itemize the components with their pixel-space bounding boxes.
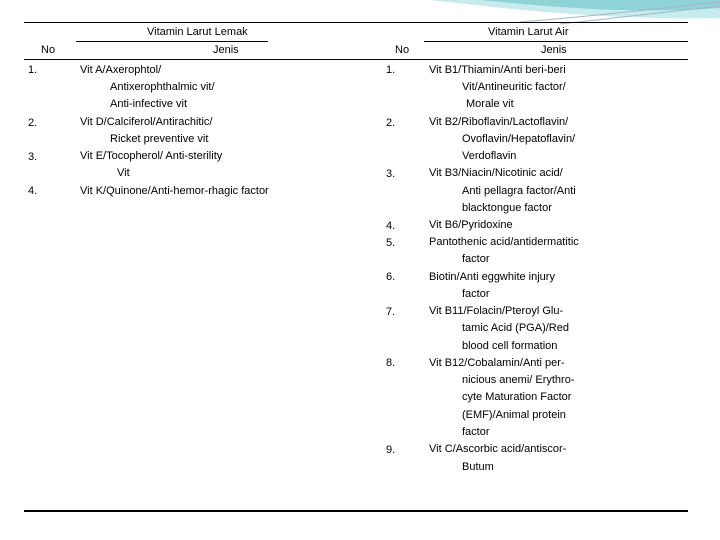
left-row-3-line-1: Vit E/Tocopherol/ Anti-sterility — [80, 150, 223, 162]
right-row-6-line-2: factor — [462, 288, 490, 300]
table-top-rule — [24, 22, 688, 23]
right-row-7-line-2: tamic Acid (PGA)/Red — [462, 322, 569, 334]
left-group-header: Vitamin Larut Lemak — [147, 26, 248, 38]
right-col-no-header: No — [395, 44, 410, 56]
right-row-6-line-1: Biotin/Anti eggwhite injury — [429, 271, 555, 283]
left-row-1-no: 1. — [28, 64, 38, 76]
right-row-5-no: 5. — [386, 237, 396, 249]
right-row-5-line-2: factor — [462, 253, 490, 265]
right-group-rule — [424, 41, 688, 42]
right-row-8-no: 8. — [386, 357, 396, 369]
header-bottom-rule — [24, 59, 688, 60]
right-row-3-line-1: Vit B3/Niacin/Nicotinic acid/ — [429, 167, 563, 179]
right-row-2-line-3: Verdoflavin — [462, 150, 517, 162]
right-row-3-no: 3. — [386, 168, 396, 180]
right-row-7-no: 7. — [386, 306, 396, 318]
left-col-no-header: No — [41, 44, 56, 56]
right-row-3-line-2: Anti pellagra factor/Anti — [462, 185, 576, 197]
right-row-2-no: 2. — [386, 117, 396, 129]
right-row-8-line-4: (EMF)/Animal protein — [462, 409, 566, 421]
right-row-4-no: 4. — [386, 220, 396, 232]
left-row-2-no: 2. — [28, 117, 38, 129]
right-row-8-line-1: Vit B12/Cobalamin/Anti per- — [429, 357, 565, 369]
right-row-9-line-1: Vit C/Ascorbic acid/antiscor- — [429, 443, 567, 455]
left-row-3-no: 3. — [28, 151, 38, 163]
right-row-6-no: 6. — [386, 271, 396, 283]
left-row-4-no: 4. — [28, 185, 38, 197]
right-row-1-line-2: Vit/Antineuritic factor/ — [462, 81, 566, 93]
right-row-8-line-3: cyte Maturation Factor — [462, 391, 572, 403]
right-row-7-line-1: Vit B11/Folacin/Pteroyl Glu- — [429, 305, 564, 317]
right-row-1-no: 1. — [386, 64, 396, 76]
left-col-jenis-header: Jenis — [213, 44, 239, 56]
right-row-1-line-3: Morale vit — [466, 98, 514, 110]
left-row-2-line-1: Vit D/Calciferol/Antirachitic/ — [80, 116, 213, 128]
left-row-1-line-3: Anti-infective vit — [110, 98, 188, 110]
right-row-8-line-5: factor — [462, 426, 490, 438]
left-row-1-line-2: Antixerophthalmic vit/ — [110, 81, 215, 93]
decorative-swoosh — [0, 0, 720, 40]
left-row-4-line-1: Vit K/Quinone/Anti-hemor-rhagic factor — [80, 185, 269, 197]
right-row-9-line-2: Butum — [462, 461, 494, 473]
left-row-2-line-2: Ricket preventive vit — [110, 133, 209, 145]
table-bottom-rule — [24, 510, 688, 512]
right-col-jenis-header: Jenis — [541, 44, 567, 56]
right-row-9-no: 9. — [386, 444, 396, 456]
left-row-1-line-1: Vit A/Axerophtol/ — [80, 64, 162, 76]
left-row-3-line-2: Vit — [117, 167, 130, 179]
right-row-7-line-3: blood cell formation — [462, 340, 558, 352]
right-row-8-line-2: nicious anemi/ Erythro- — [462, 374, 575, 386]
left-group-rule — [76, 41, 268, 42]
right-row-5-line-1: Pantothenic acid/antidermatitic — [429, 236, 579, 248]
right-row-2-line-1: Vit B2/Riboflavin/Lactoflavin/ — [429, 116, 569, 128]
right-group-header: Vitamin Larut Air — [488, 26, 569, 38]
right-row-4-line-1: Vit B6/Pyridoxine — [429, 219, 513, 231]
right-row-3-line-3: blacktongue factor — [462, 202, 552, 214]
right-row-1-line-1: Vit B1/Thiamin/Anti beri-beri — [429, 64, 566, 76]
right-row-2-line-2: Ovoflavin/Hepatoflavin/ — [462, 133, 576, 145]
